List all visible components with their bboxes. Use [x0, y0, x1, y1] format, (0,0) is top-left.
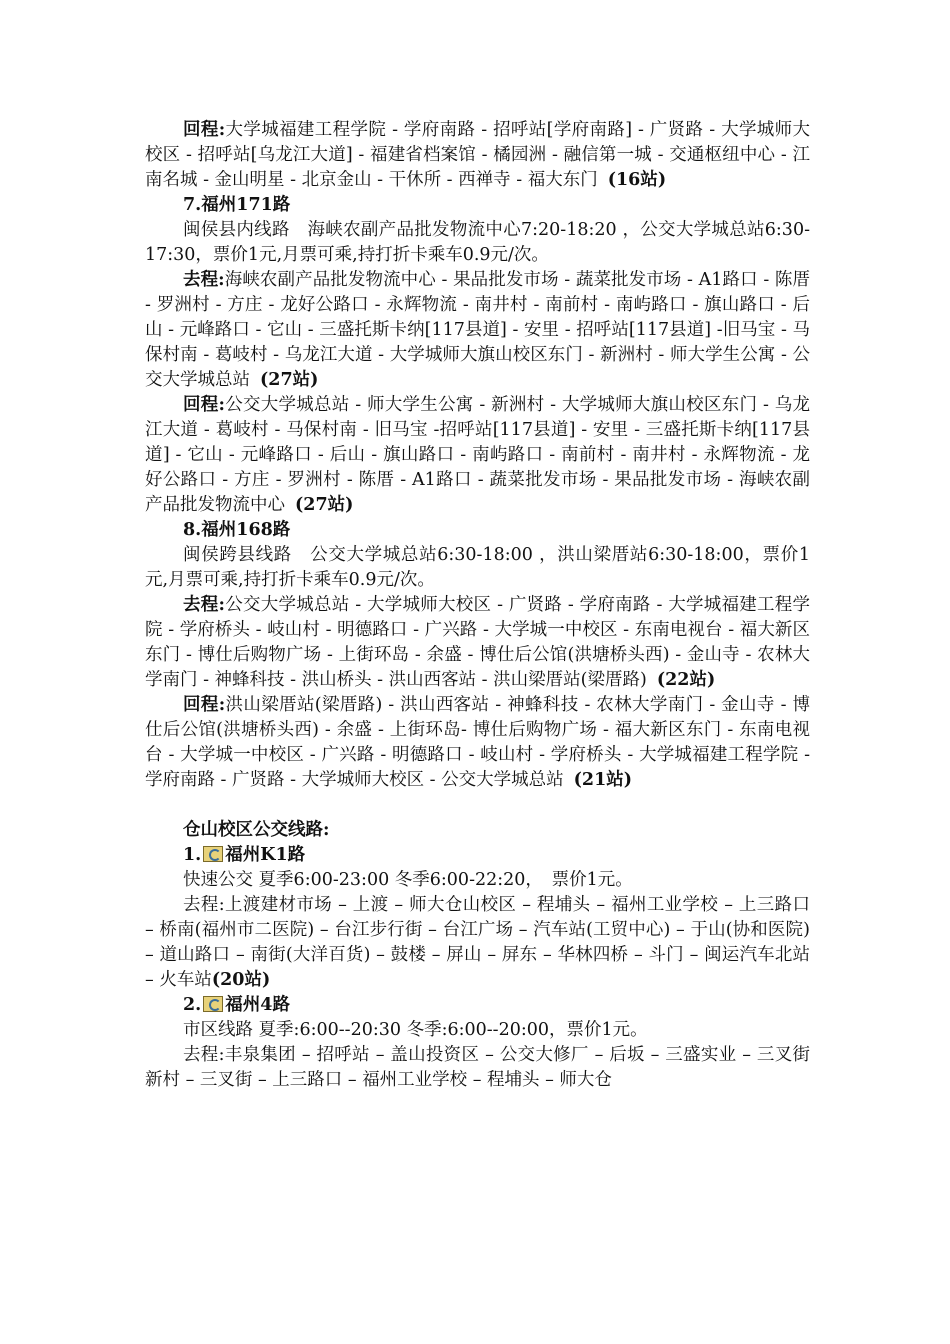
- return-label: 回程:: [183, 395, 225, 415]
- go-label: 去程:: [183, 895, 225, 915]
- return-label: 回程:: [183, 120, 226, 140]
- document-page: [145, 118, 810, 1093]
- route-7-info: 闽侯县内线路 海峡农副产品批发物流中心7:20-18:20 ，公交大学城总站6:30-17:30，票价1元,月票可乘,持打折卡乘车0.9元/次。: [145, 220, 810, 265]
- return-stops: 大学城福建工程学院 - 学府南路 - 招呼站[学府南路] - 广贤路 - 大学城师大校区 - 招呼站[乌龙江大道] - 福建省档案馆 - 橘园洲 - 融信第一城 - 交通枢纽中心 - 江南名城 - 金山明星 - 北京金山 - 干休所 - 西禅寺 - 福大东门: [145, 120, 810, 190]
- route-k1-title: [145, 843, 810, 868]
- return-stops: 洪山梁厝站(梁厝路) - 洪山西客站 - 神蜂科技 - 农林大学南门 - 金山寺 - 博仕后公馆(洪塘桥头西) - 余盛 - 上街环岛- 博仕后购物广场 - 福大新区东门 - 东南电视台 - 大学城一中校区 - 广兴路 - 明德路口 - 岐山村 - 学府桥头 - 大学城福建工程学院 - 学府南路 - 广贤路 - 大学城师大校区 - 公交大学城总站: [145, 695, 810, 790]
- route-7-title: 7.福州171路: [183, 195, 291, 215]
- route-7-go: [145, 268, 810, 393]
- return-label: 回程:: [183, 695, 226, 715]
- route-8-return: [145, 693, 810, 793]
- go-stops: 公交大学城总站 - 大学城师大校区 - 广贤路 - 学府南路 - 大学城福建工程学院 - 学府桥头 - 岐山村 - 明德路口 - 广兴路 - 大学城一中校区 - 东南电视台 - 福大新区东门 - 博仕后购物广场 - 上街环岛 - 余盛 - 博仕后公馆(洪塘桥头西) - 金山寺 - 农林大学南门 - 神蜂科技 - 洪山桥头 - 洪山西客站 - 洪山梁厝站(梁厝路): [145, 595, 810, 690]
- route-k1-go: [145, 893, 810, 993]
- route-6-return: [145, 118, 810, 193]
- go-label: 去程:: [183, 1045, 225, 1065]
- route-8-title: 8.福州168路: [183, 520, 291, 540]
- stop-count: (20站): [211, 970, 271, 990]
- route-name: 福州K1路: [225, 845, 306, 865]
- route-7-return: [145, 393, 810, 518]
- route-8-info: 闽侯跨县线路 公交大学城总站6:30-18:00 ，洪山梁厝站6:30-18:00，票价1元,月票可乘,持打折卡乘车0.9元/次。: [145, 545, 810, 590]
- go-stops: 丰泉集团 – 招呼站 – 盖山投资区 – 公交大修厂 – 后坂 – 三盛实业 – 三叉街新村 – 三叉街 – 上三路口 – 福州工业学校 – 程埔头 – 师大仓: [145, 1045, 810, 1090]
- return-stops: 公交大学城总站 - 师大学生公寓 - 新洲村 - 大学城师大旗山校区东门 - 乌龙江大道 - 葛岐村 - 马保村南 - 旧马宝 -招呼站[117县道] - 安里 - 三盛托斯卡纳[117县道] - 它山 - 元峰路口 - 后山 - 旗山路口 - 南屿路口 - 南前村 - 南井村 - 永辉物流 - 龙好公路口 - 方庄 - 罗洲村 - 陈厝 - A1路口 - 蔬菜批发市场 - 果品批发市场 - 海峡农副产品批发物流中心: [145, 395, 810, 515]
- spacer: [145, 793, 810, 818]
- go-label: 去程:: [183, 270, 225, 290]
- bus-route-icon: [203, 996, 223, 1012]
- route-8-go: [145, 593, 810, 693]
- go-stops: 上渡建材市场 – 上渡 – 师大仓山校区 – 程埔头 – 福州工业学校 – 上三路口 – 桥南(福州市二医院) – 台江步行街 – 台江广场 – 汽车站(工贸中心) – 于山(协和医院) – 道山路口 – 南街(大洋百货) – 鼓楼 – 屏山 – 屏东 – 华林四桥 – 斗门 – 闽运汽车北站 – 火车站: [145, 895, 811, 990]
- stop-count: (22站): [656, 670, 716, 690]
- route-number: 2.: [183, 995, 202, 1015]
- cangshan-heading: 仓山校区公交线路:: [183, 820, 330, 840]
- stop-count: (27站): [260, 370, 319, 390]
- route-name: 福州4路: [225, 995, 290, 1015]
- route-4-info: 市区线路 夏季:6:00--20:30 冬季:6:00--20:00，票价1元。: [183, 1020, 648, 1040]
- stop-count: (16站): [607, 170, 667, 190]
- go-stops: 海峡农副产品批发物流中心 - 果品批发市场 - 蔬菜批发市场 - A1路口 - 陈厝 - 罗洲村 - 方庄 - 龙好公路口 - 永辉物流 - 南井村 - 南前村 - 南屿路口 - 旗山路口 - 后山 - 元峰路口 - 它山 - 三盛托斯卡纳[117县道] - 安里 - 招呼站[117县道] -旧马宝 - 马保村南 - 葛岐村 - 乌龙江大道 - 大学城师大旗山校区东门 - 新洲村 - 师大学生公寓 - 公交大学城总站: [145, 270, 810, 390]
- stop-count: (27站): [295, 495, 354, 515]
- route-k1-info: 快速公交 夏季6:00-23:00 冬季6:00-22:20， 票价1元。: [183, 870, 633, 890]
- stop-count: (21站): [573, 770, 633, 790]
- route-number: 1.: [183, 845, 202, 865]
- route-4-go: [145, 1043, 810, 1093]
- bus-route-icon: [203, 846, 223, 862]
- go-label: 去程:: [183, 595, 225, 615]
- route-4-title: [145, 993, 810, 1018]
